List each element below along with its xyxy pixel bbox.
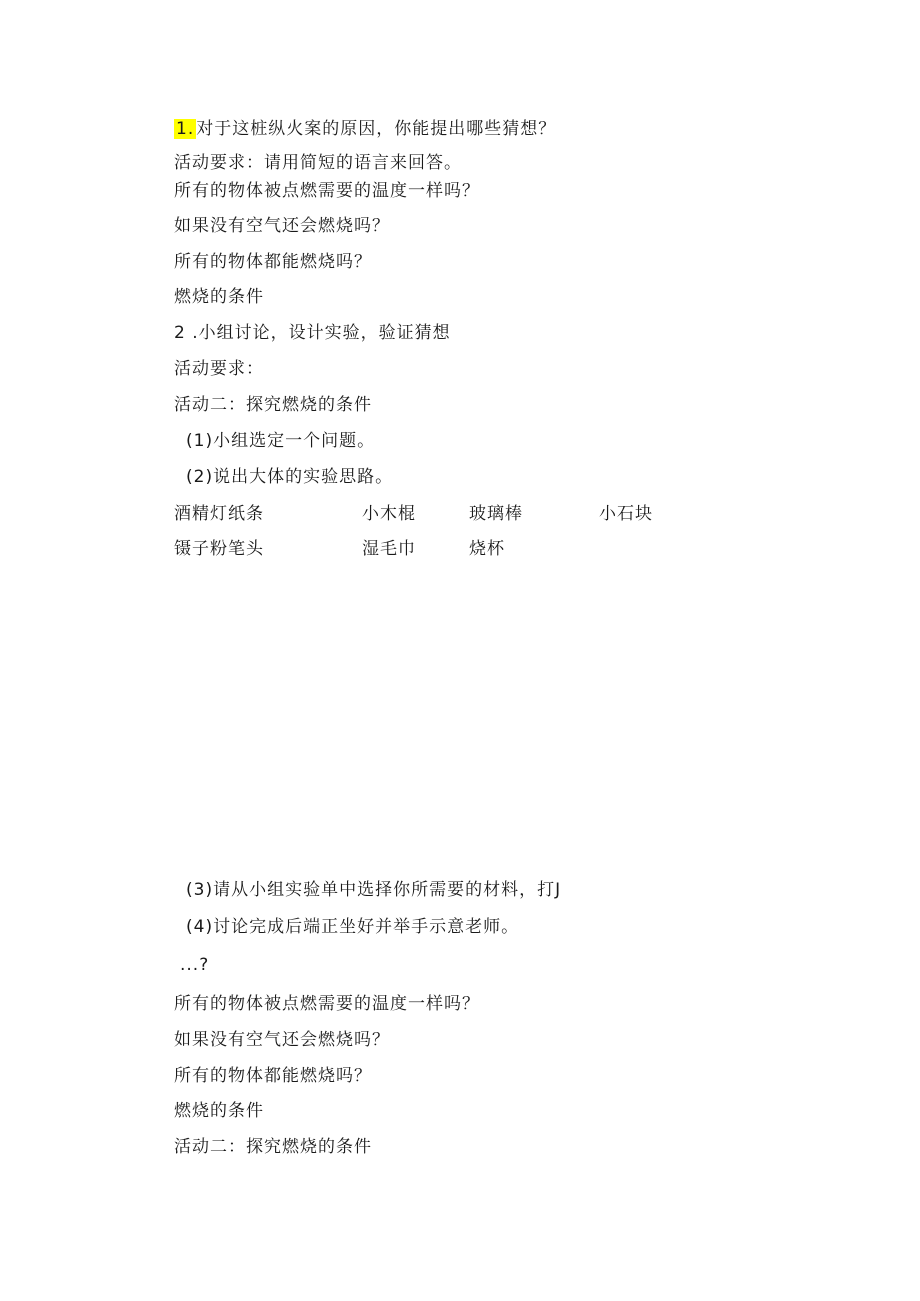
guess-line: 所有的物体都能燃烧吗？: [174, 252, 372, 272]
question-2: 2 .小组讨论，设计实验，验证猜想: [174, 323, 451, 343]
guess-line: 所有的物体都能燃烧吗？: [174, 1066, 372, 1086]
section-heading: 燃烧的条件: [174, 287, 264, 307]
material-item: 小石块: [599, 504, 653, 524]
step-item: (2)说出大体的实验思路。: [186, 467, 394, 487]
guess-line: 如果没有空气还会燃烧吗？: [174, 1030, 390, 1050]
activity-2-title: 活动二：探究燃烧的条件: [174, 395, 372, 415]
material-item: 湿毛巾: [362, 539, 416, 559]
activity-2-title: 活动二：探究燃烧的条件: [174, 1137, 372, 1157]
step-item: (1)小组选定一个问题。: [186, 431, 376, 451]
material-item: 烧杯: [469, 539, 505, 559]
question-1-number: 1.: [176, 119, 195, 139]
step-item: (4)讨论完成后端正坐好并举手示意老师。: [186, 917, 520, 937]
question-1: [174, 118, 556, 140]
step-item: (3)请从小组实验单中选择你所需要的材料，打J: [186, 880, 562, 900]
guess-line: 如果没有空气还会燃烧吗？: [174, 216, 390, 236]
activity-1-requirement: 活动要求：请用简短的语言来回答。: [174, 153, 462, 173]
material-item: 玻璃棒: [469, 504, 523, 524]
material-item: 镊子粉笔头: [174, 539, 264, 559]
activity-2-requirement: 活动要求：: [174, 359, 264, 379]
section-heading: 燃烧的条件: [174, 1101, 264, 1121]
material-item: 酒精灯纸条: [174, 504, 264, 524]
guess-line: 所有的物体被点燃需要的温度一样吗？: [174, 994, 480, 1014]
material-item: 小木棍: [362, 504, 416, 524]
guess-line: 所有的物体被点燃需要的温度一样吗？: [174, 181, 480, 201]
ellipsis-text: ...?: [180, 955, 210, 975]
question-1-text: 对于这桩纵火案的原因，你能提出哪些猜想？: [196, 119, 557, 139]
